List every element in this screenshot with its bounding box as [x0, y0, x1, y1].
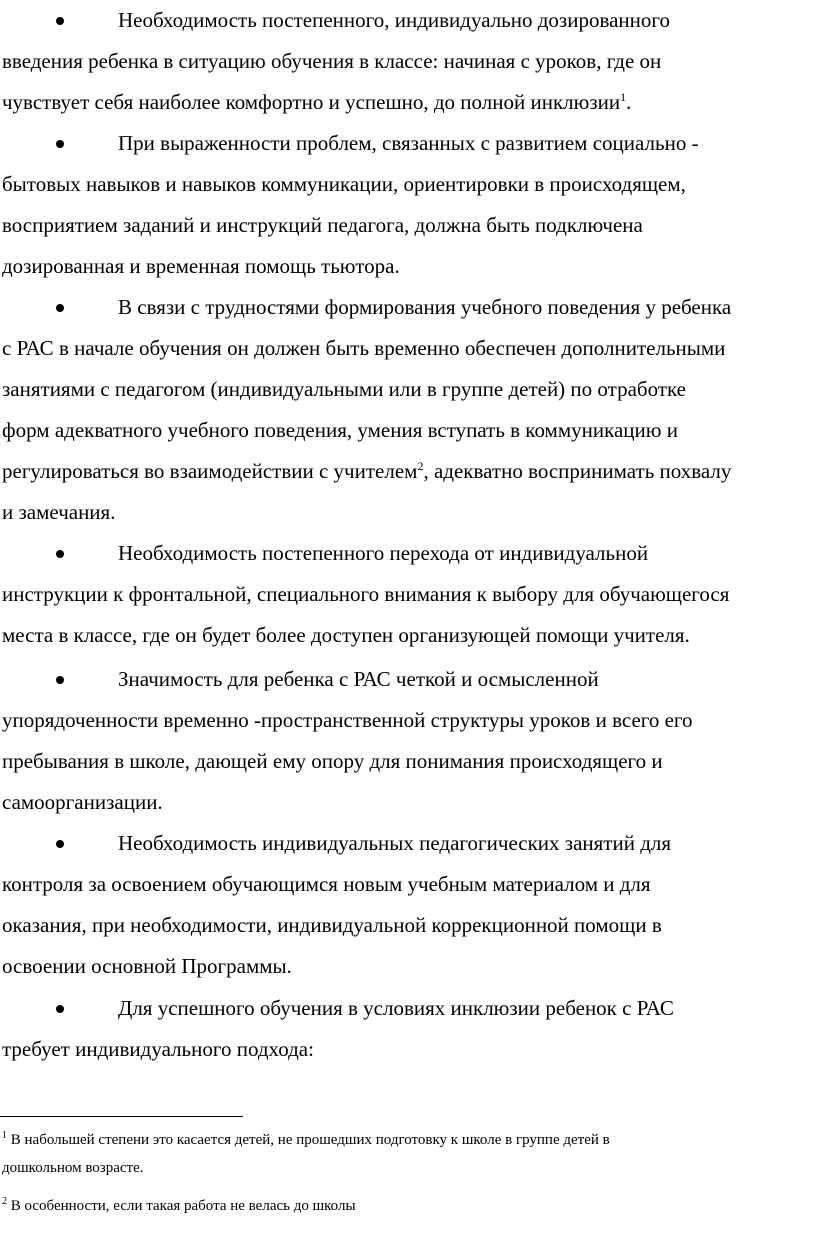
list-item-text: занятиями с педагогом (индивидуальными или в группе детей) по отработке: [2, 377, 686, 401]
bullet-icon: [0, 0, 118, 41]
list-item-text: самоорганизации.: [2, 790, 163, 814]
list-item-text: и замечания.: [2, 500, 116, 524]
list-item-text: освоении основной Программы.: [2, 954, 292, 978]
list-item: [0, 659, 816, 823]
list-item-text: Необходимость постепенного перехода от индивидуальной: [118, 541, 649, 565]
list-item-text: с РАС в начале обучения он должен быть временно обеспечен дополнительными: [2, 336, 726, 360]
footnote-text: В особенности, если такая работа не велась до школы: [10, 1198, 356, 1214]
list-item-text: Необходимость индивидуальных педагогических занятий для: [118, 831, 672, 855]
bullet-icon: [0, 287, 118, 328]
list-item-text: При выраженности проблем, связанных с развитием социально -: [118, 131, 699, 155]
footnote-separator: [0, 1116, 243, 1117]
bullet-icon: [0, 533, 118, 574]
list-item: В связи с трудностями формирования учебного поведения у ребенка с РАС в начале обучения он должен быть временно обеспечен дополнительными занятиями с педагогом (индивидуальными или в группе детей) по отработке форм адекватного учебного поведения, умения вступать в коммуникацию и регулироваться во взаимодействии с учителем$^2$, адекватно воспринимать похвалу и замечания.: [0, 287, 816, 533]
list-item-text: пребывания в школе, дающей ему опору для понимания происходящего и: [2, 749, 663, 773]
list-item-text: требует индивидуального подхода:: [2, 1037, 314, 1061]
footnote-text: В набольшей степени это касается детей, не прошедших подготовку к школе в группе детей в: [10, 1132, 610, 1148]
footnote-text: дошкольном возрасте.: [2, 1160, 144, 1176]
bullet-icon: [0, 823, 118, 864]
footnote-ref[interactable]: 2: [417, 459, 424, 473]
list-item-text: контроля за освоением обучающимся новым учебным материалом и для: [2, 872, 651, 896]
bullet-icon: [0, 659, 118, 700]
list-item-text: инструкции к фронтальной, специального внимания к выбору для обучающегося: [2, 582, 730, 606]
bullet-icon: [0, 988, 118, 1029]
list-item-text: дозированная и временная помощь тьютора.: [2, 254, 400, 278]
list-item: [0, 823, 816, 987]
footnote-number: 2: [2, 1196, 7, 1207]
list-item-text: введения ребенка в ситуацию обучения в классе: начиная с уроков, где он: [2, 49, 662, 73]
footnote: [2, 1126, 802, 1182]
list-item-text: форм адекватного учебного поведения, умения вступать в коммуникацию и: [2, 418, 678, 442]
list-item-text: упорядоченности временно -пространственной структуры уроков и всего его: [2, 708, 693, 732]
list-item-text: Необходимость постепенного, индивидуально дозированного: [118, 8, 670, 32]
list-item: Необходимость постепенного, индивидуально дозированного введения ребенка в ситуацию обучения в классе: начиная с уроков, где он чувствует себя наиболее комфортно и успешно, до полной инклюзии$^1$.: [0, 0, 816, 123]
list-item: [0, 123, 816, 287]
footnote-number: 1: [2, 1130, 7, 1141]
list-item-text: бытовых навыков и навыков коммуникации, ориентировки в происходящем,: [2, 172, 686, 196]
list-item-text: Значимость для ребенка с РАС четкой и осмысленной: [118, 667, 599, 691]
list-item-text: восприятием заданий и инструкций педагога, должна быть подключена: [2, 213, 643, 237]
list-item-text: Для успешного обучения в условиях инклюзии ребенок с РАС: [118, 996, 674, 1020]
list-item-text: оказания, при необходимости, индивидуальной коррекционной помощи в: [2, 913, 662, 937]
list-item: [0, 988, 816, 1070]
list-item-text: регулироваться во взаимодействии с учителем: [2, 459, 418, 483]
list-item-text: В связи с трудностями формирования учебного поведения у ребенка: [118, 295, 732, 319]
list-item: [0, 533, 816, 656]
list-item-text: чувствует себя наиболее комфортно и успешно, до полной инклюзии: [2, 90, 621, 114]
bullet-icon: [0, 123, 118, 164]
footnote: [2, 1192, 802, 1220]
list-item-text: места в классе, где он будет более доступен организующей помощи учителя.: [2, 623, 690, 647]
footnote-ref[interactable]: 1: [620, 90, 627, 104]
